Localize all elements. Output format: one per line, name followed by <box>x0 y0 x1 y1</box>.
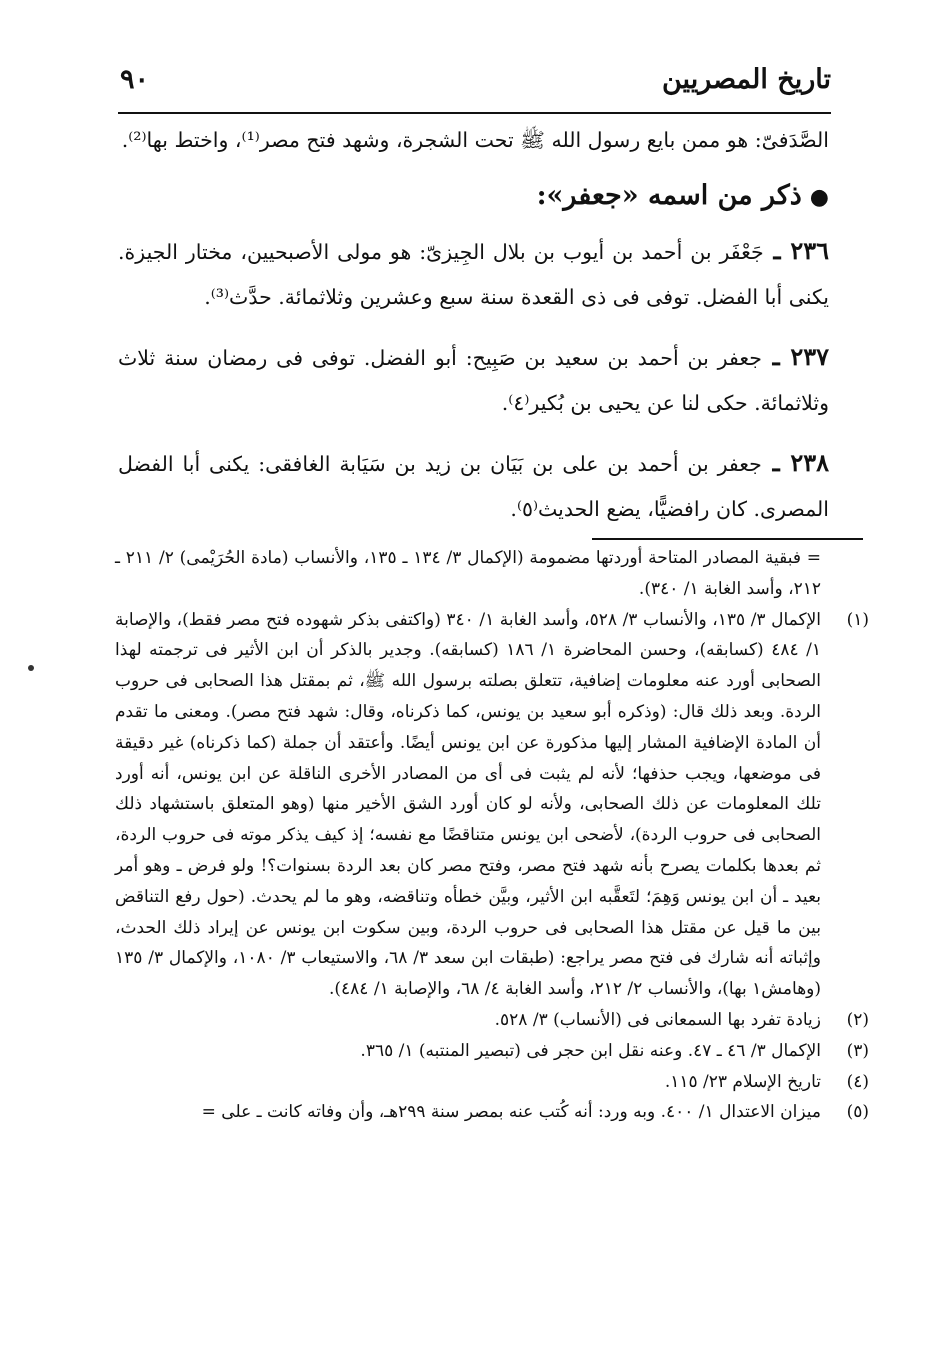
entry-text: جَعْفَر بن أحمد بن أيوب بن بلال الجِيزىّ: هو مولى الأصبحيين، مختار الجيزة. يكنى أبا الفضل. توفى فى ذى القعدة سنة سبع وعشرين وثلاثمائة. حدَّث⁽³⁾. <box>118 240 829 309</box>
footnote-text: الإكمال ٣/ ٤٦ ـ ٤٧. وعنه نقل ابن حجر فى (تبصير المنتبه) ١/ ٣٦٥. <box>360 1040 821 1061</box>
running-header-title: تاريخ المصريين <box>662 64 831 95</box>
bullet-icon: ● <box>809 184 829 210</box>
entry-236: ٢٣٦ ـ جَعْفَر بن أحمد بن أيوب بن بلال الجِيزىّ: هو مولى الأصبحيين، مختار الجيزة. يكنى أبا الفضل. توفى فى ذى القعدة سنة سبع وعشرين وثلاثمائة. حدَّث⁽³⁾. <box>118 236 829 309</box>
section-heading <box>118 175 829 218</box>
footnote-4 <box>115 1067 869 1098</box>
entry-237: ٢٣٧ ـ جعفر بن أحمد بن سعيد بن صَبِيح: أبو الفضل. توفى فى رمضان سنة ثلاث وثلاثمائة. حكى لنا عن يحيى بن بُكير⁽٤⁾. <box>118 342 829 415</box>
entry-number: ٢٣٨ <box>790 448 829 477</box>
footnote-1 <box>115 605 869 1005</box>
footnotes <box>115 543 869 1128</box>
intro-paragraph: الصَّدَفىّ: هو ممن بايع رسول الله ﷺ تحت الشجرة، وشهد فتح مصر⁽¹⁾، واختط بها⁽²⁾. <box>121 128 829 152</box>
footnote-continuation <box>115 543 869 605</box>
footnote-separator <box>592 538 863 540</box>
header-rule <box>118 112 831 114</box>
footnote-text: = فبقية المصادر المتاحة أوردتها مضمومة (الإكمال ٣/ ١٣٤ ـ ١٣٥، والأنساب (مادة الحُرَيْمى) ٢/ ٢١١ ـ ٢١٢، وأسد الغابة ١/ ٣٤٠). <box>115 548 821 599</box>
page-number: ٩٠ <box>120 64 150 95</box>
entry-number: ٢٣٧ <box>790 342 829 371</box>
footnote-marker: (٥) <box>846 1102 869 1123</box>
section-heading-text: ذكر من اسمه «جعفر»: <box>536 180 802 211</box>
entry-text: جعفر بن أحمد بن سعيد بن صَبِيح: أبو الفضل. توفى فى رمضان سنة ثلاث وثلاثمائة. حكى لنا عن يحيى بن بُكير⁽٤⁾. <box>118 346 829 415</box>
entry-238: ٢٣٨ ـ جعفر بن أحمد بن على بن بَيَان بن زيد بن سَيَابة الغافقى: يكنى أبا الفضل المصرى. كان رافضيًّا، يضع الحديث⁽٥⁾. <box>118 448 829 521</box>
footnote-marker: (١) <box>846 609 869 630</box>
footnote-2 <box>115 1005 869 1036</box>
footnote-text: ميزان الاعتدال ١/ ٤٠٠. وبه ورد: أنه كُتب عنه بمصر سنة ٢٩٩هـ، وأن وفاته كانت ـ على = <box>201 1102 821 1123</box>
footnote-3 <box>115 1036 869 1067</box>
footnote-marker: (٢) <box>846 1009 869 1030</box>
footnote-marker: (٣) <box>846 1040 869 1061</box>
footnote-text: الإكمال ٣/ ١٣٥، والأنساب ٣/ ٥٢٨، وأسد الغابة ١/ ٣٤٠ (واكتفى بذكر شهوده فتح مصر فقط)، والإصابة ١/ ٤٨٤ (كسابقه)، وحسن المحاضرة ١/ ١٨٦ (كسابقه). وجدير بالذكر أن ابن الأثير فى ترجمته لهذا الصحابى أورد عنه معلومات إضافية، تتعلق بصلته برسول الله ﷺ، ثم بمقتل هذا الصحابى فى حروب الردة. وبعد ذلك قال: (وذكره أبو سعيد بن يونس، كما ذكرناه، وقال: شهد فتح مصر). ومعنى ما تقدم أن المادة الإضافية المشار إليها مذكورة عن ابن يونس أيضًا. وأعتقد أن جملة (كما ذكرناه) غير دقيقة فى موضعها، ويجب حذفها؛ لأنه لم يثبت فى أى من المصادر الأخرى الناقلة عن ابن يونس، أنه أورد تلك المعلومات عن ذلك الصحابى، ولأنه لو كان أورد الشق الأخير منها (وهو المتعلق باستشهاد ذلك الصحابى فى حروب الردة)، لأضحى ابن يونس متناقضًا مع نفسه؛ إذ كيف يذكر موته فى حروب الردة، ثم بعدها بكلمات يصرح بأنه شهد فتح مصر، وفتح مصر كان بعد الردة بسنوات؟! ولو فرض ـ وهو أمر بعيد ـ أن ابن يونس وَهِمَ؛ لتَعقَّبه ابن الأثير، وبيَّن خطأه وتناقضه، وهو ما لم يحدث. (حول رفع التناقض بين ما قيل عن مقتل هذا الصحابى فى حروب الردة، وبين سكوت ابن يونس عن إيراد ذلك الحدث، وإثباته أنه شارك فى فتح مصر يراجع: (طبقات ابن سعد ٣/ ٦٨، والاستيعاب ٣/ ١٠٨٠، والإكمال ٣/ ١٣٥ (وهامش١ بها)، والأنساب ٢/ ٢١٢، وأسد الغابة ٤/ ٦٨، والإصابة ١/ ٤٨٤). <box>115 609 821 1000</box>
footnote-text: تاريخ الإسلام ٢٣/ ١١٥. <box>664 1071 821 1092</box>
scan-speck <box>28 665 34 671</box>
footnote-text: زيادة تفرد بها السمعانى فى (الأنساب) ٣/ ٥٢٨. <box>494 1009 821 1030</box>
entry-text: جعفر بن أحمد بن على بن بَيَان بن زيد بن سَيَابة الغافقى: يكنى أبا الفضل المصرى. كان رافضيًّا، يضع الحديث⁽٥⁾. <box>118 452 829 521</box>
entry-number: ٢٣٦ <box>790 236 829 265</box>
footnote-marker: (٤) <box>846 1071 869 1092</box>
footnote-5 <box>115 1097 869 1128</box>
main-text <box>118 118 829 532</box>
